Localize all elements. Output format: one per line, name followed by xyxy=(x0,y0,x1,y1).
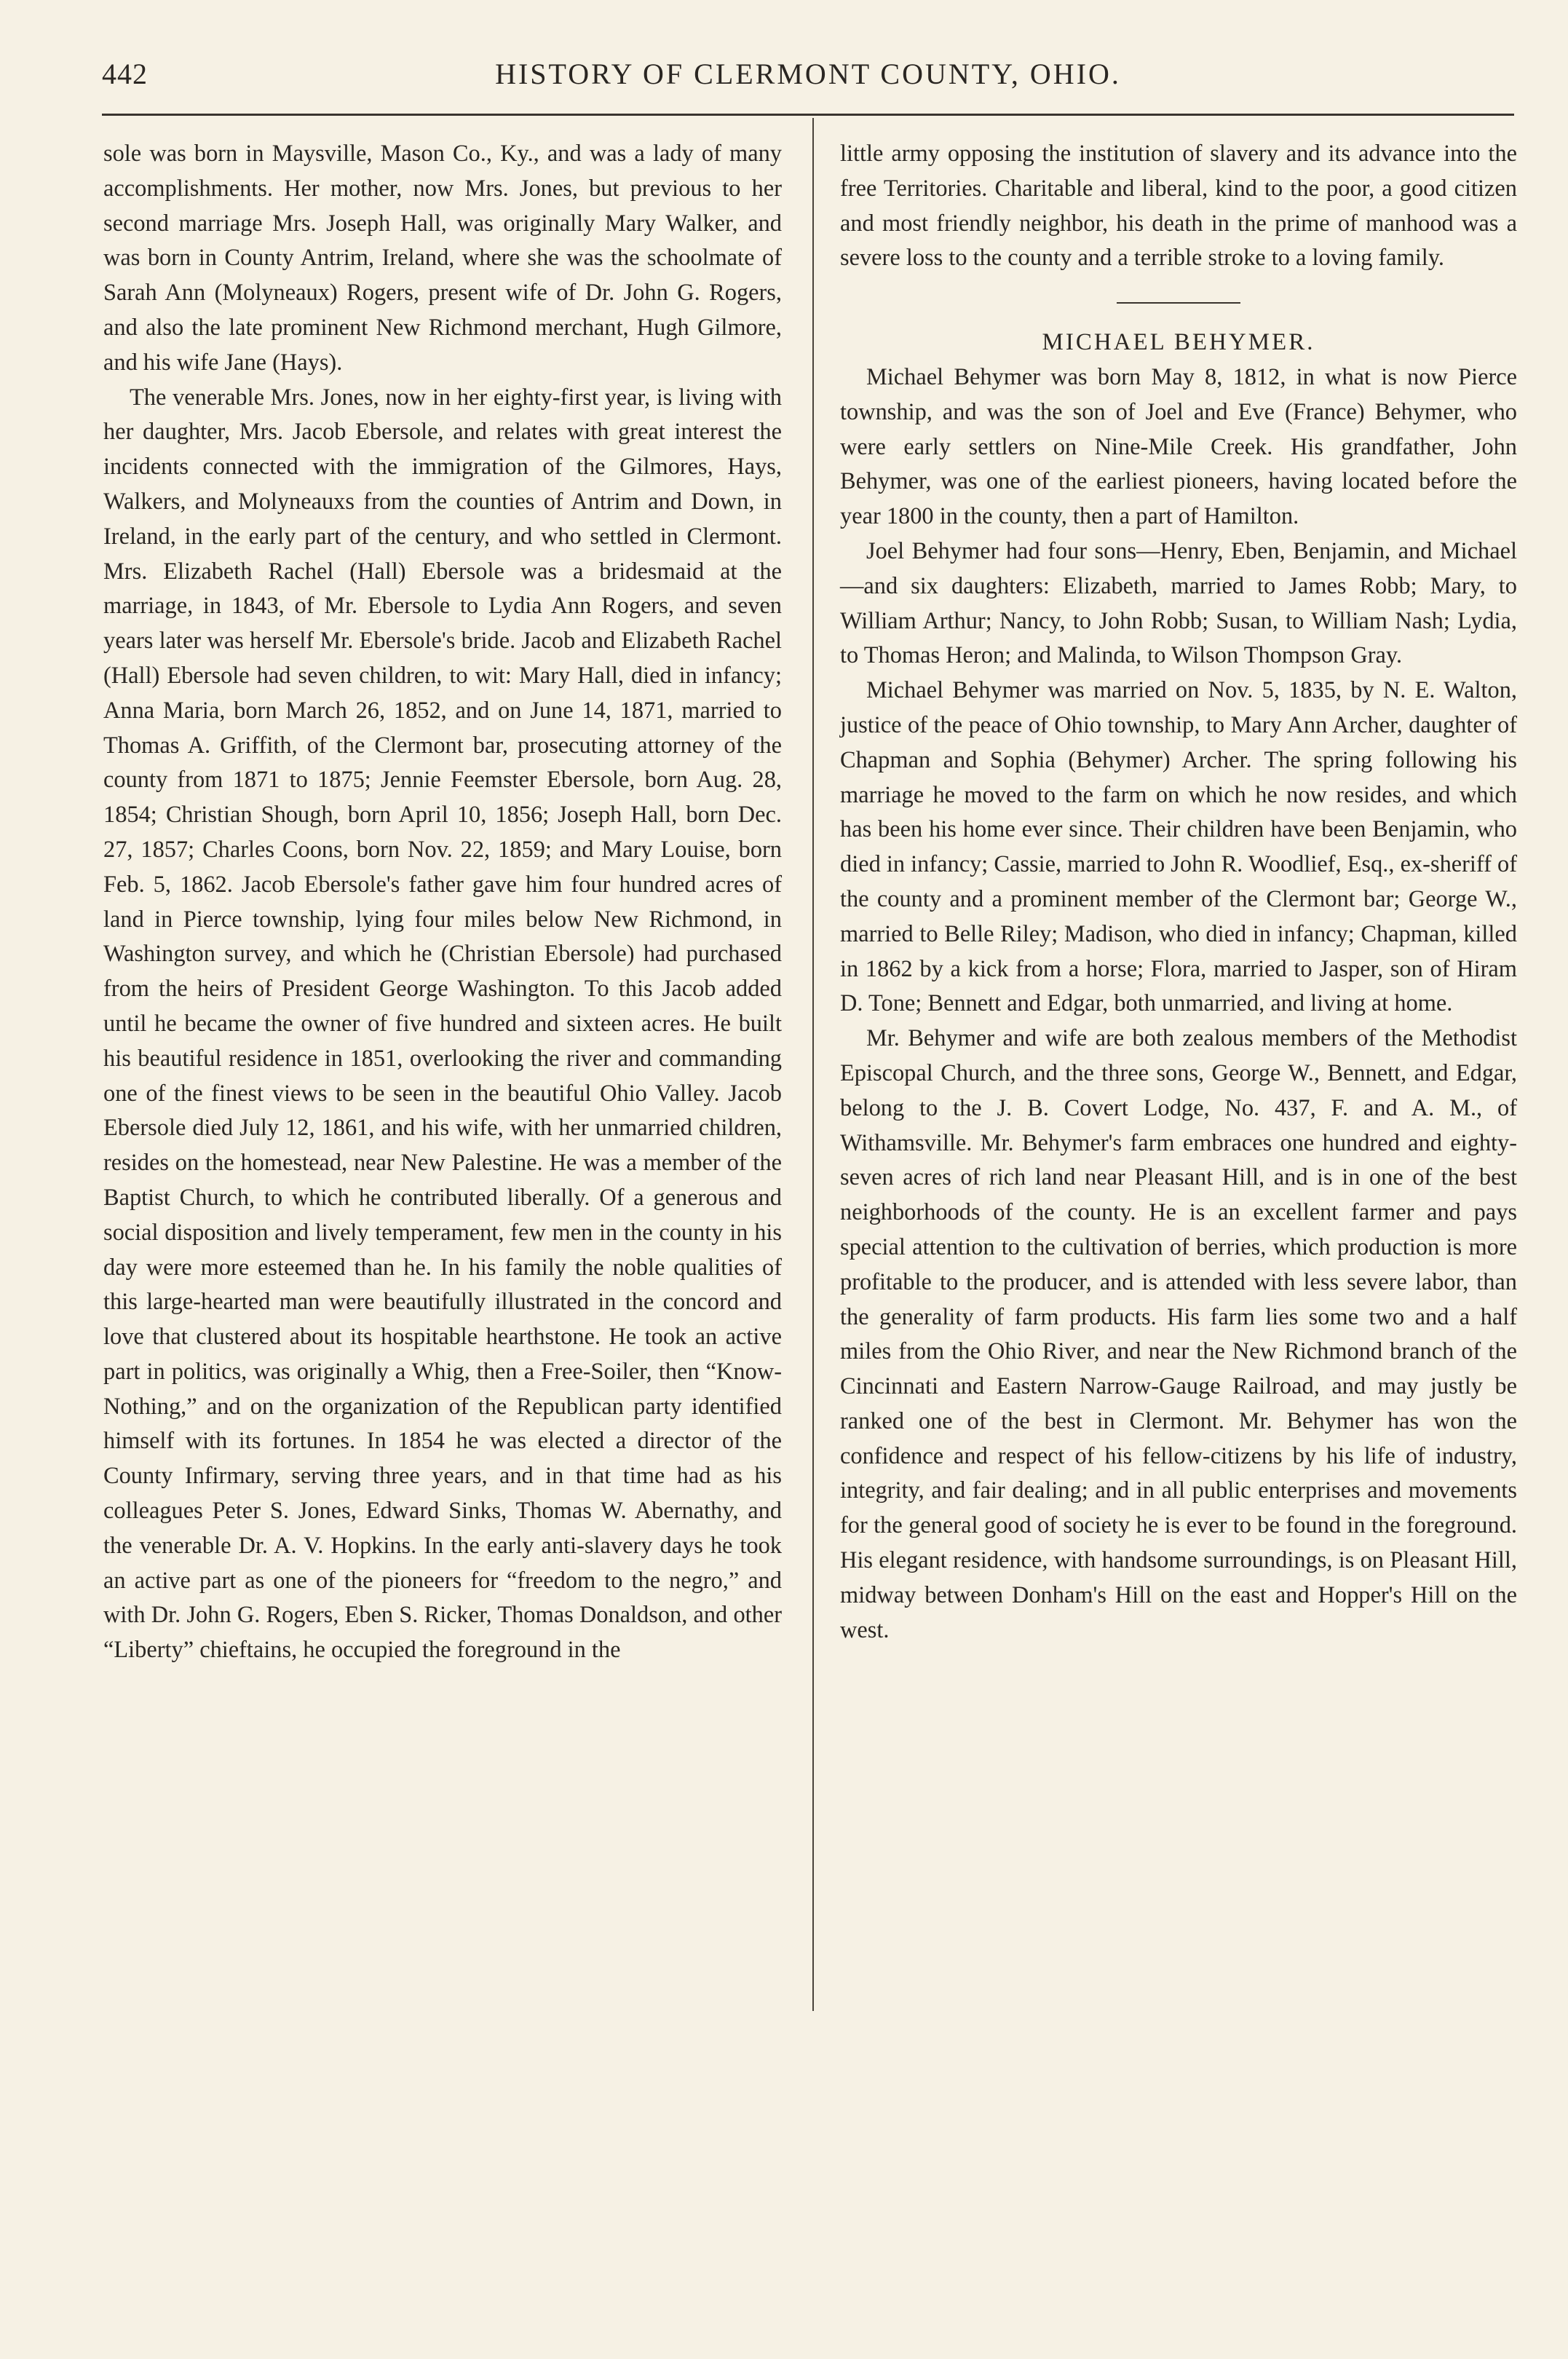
right-paragraph: Mr. Behymer and wife are both zealous members of the Methodist Episcopal Church, and the three sons, George W., Bennett, and Edgar, belong to the J. B. Covert Lodge, No. 437, F. and A. M., of Withamsville. Mr. Behymer's farm embraces one hundred and eighty-seven acres of rich land near Pleasant Hill, and is in one of the best neighborhoods of the county. He is an excellent farmer and pays special attention to the cultivation of berries, which production is more profitable to the producer, and is attended with less severe labor, than the generality of farm products. His farm lies some two and a half miles from the Ohio River, and near the New Richmond branch of the Cincinnati and Eastern Narrow-Gauge Railroad, and may justly be ranked one of the best in Clermont. Mr. Behymer has won the confidence and respect of his fellow-citizens by his life of industry, integrity, and fair dealing; and in all public enterprises and movements for the general good of society he is ever to be found in the foreground. His elegant residence, with handsome surroundings, is on Pleasant Hill, midway between Donham's Hill on the east and Hopper's Hill on the west. xyxy=(840,1025,1517,1643)
right-paragraph: Michael Behymer was born May 8, 1812, in what is now Pierce township, and was the son of Joel and Eve (France) Behymer, who were early settlers on Nine-Mile Creek. His grandfather, John Behymer, was one of the earliest pioneers, having located before the year 1800 in the county, then a part of Hamilton. xyxy=(840,363,1517,530)
left-paragraph: The venerable Mrs. Jones, now in her eighty-first year, is living with her daughter, Mrs. Jacob Ebersole, and relates with great interest the incidents connected with the immigration of the Gilmores, Hays, Walkers, and Molyneauxs from the counties of Antrim and Down, in Ireland, in the early part of the century, and who settled in Clermont. Mrs. Elizabeth Rachel (Hall) Ebersole was a bridesmaid at the marriage, in 1843, of Mr. Ebersole to Lydia Ann Rogers, and seven years later was herself Mr. Ebersole's bride. Jacob and Elizabeth Rachel (Hall) Ebersole had seven children, to wit: Mary Hall, died in infancy; Anna Maria, born March 26, 1852, and on June 14, 1871, married to Thomas A. Griffith, of the Clermont bar, prosecuting attorney of the county from 1871 to 1875; Jennie Feemster Ebersole, born Aug. 28, 1854; Christian Shough, born April 10, 1856; Joseph Hall, born Dec. 27, 1857; Charles Coons, born Nov. 22, 1859; and Mary Louise, born Feb. 5, 1862. Jacob Ebersole's father gave him four hundred acres of land in Pierce township, lying four miles below New Richmond, in Washington survey, and which he (Christian Ebersole) had purchased from the heirs of President George Washington. To this Jacob added until he became the owner of five hundred and sixteen acres. He built his beautiful residence in 1851, overlooking the river and commanding one of the finest views to be seen in the beautiful Ohio Valley. Jacob Ebersole died July 12, 1861, and his wife, with her unmarried children, resides on the homestead, near New Palestine. He was a member of the Baptist Church, to which he contributed liberally. Of a generous and social disposition and lively temperament, few men in the county in his day were more esteemed than he. In his family the noble qualities of this large-hearted man were beautifully illustrated in the concord and love that clustered about its hospitable hearthstone. He took an active part in politics, was originally a Whig, then a Free-Soiler, then “Know-Nothing,” and on the organization of the Republican party identified himself with its fortunes. In 1854 he was elected a director of the County Infirmary, serving three years, and in that time had as his colleagues Peter S. Jones, Edward Sinks, Thomas W. Abernathy, and the venerable Dr. A. V. Hopkins. In the early anti-slavery days he took an active part as one of the pioneers for “freedom to the negro,” and with Dr. John G. Rogers, Eben S. Ricker, Thomas Donaldson, and other “Liberty” chieftains, he occupied the foreground in the xyxy=(103,384,782,1664)
running-title: HISTORY OF CLERMONT COUNTY, OHIO. xyxy=(495,58,1121,90)
left-column xyxy=(103,137,782,1668)
header-rule xyxy=(102,114,1514,116)
column-divider xyxy=(812,118,814,2011)
right-paragraph: Joel Behymer had four sons—Henry, Eben, Benjamin, and Michael—and six daughters: Elizabeth, married to James Robb; Mary, to William Arthur; Nancy, to John Robb; Susan, to William Nash; Lydia, to Thomas Heron; and Malinda, to Wilson Thompson Gray. xyxy=(840,537,1517,669)
section-separator xyxy=(1117,302,1240,304)
right-paragraph: Michael Behymer was married on Nov. 5, 1835, by N. E. Walton, justice of the peace of Ohio township, to Mary Ann Archer, daughter of Chapman and Sophia (Behymer) Archer. The spring following his marriage he moved to the farm on which he now resides, and which has been his home ever since. Their children have been Benjamin, who died in infancy; Cassie, married to John R. Woodlief, Esq., ex-sheriff of the county and a prominent member of the Clermont bar; George W., married to Belle Riley; Madison, who died in infancy; Chapman, killed in 1862 by a kick from a horse; Flora, married to Jasper, son of Hiram D. Tone; Bennett and Edgar, both unmarried, and living at home. xyxy=(840,677,1517,1017)
left-continued-paragraph: sole was born in Maysville, Mason Co., Ky., and was a lady of many accomplishments. Her mother, now Mrs. Jones, but previous to her second marriage Mrs. Joseph Hall, was originally Mary Walker, and was born in County Antrim, Ireland, where she was the schoolmate of Sarah Ann (Molyneaux) Rogers, present wife of Dr. John G. Rogers, and also the late prominent New Richmond merchant, Hugh Gilmore, and his wife Jane (Hays). xyxy=(103,141,782,376)
page-header xyxy=(102,57,1514,103)
page-number: 442 xyxy=(102,58,148,90)
right-continued-paragraph: little army opposing the institution of slavery and its advance into the free Territories. Charitable and liberal, kind to the poor, a good citizen and most friendly neighbor, his death in the prime of manhood was a severe loss to the county and a terrible stroke to a loving family. xyxy=(840,141,1517,272)
section-heading: MICHAEL BEHYMER. xyxy=(1042,329,1315,356)
right-column xyxy=(840,137,1517,1648)
